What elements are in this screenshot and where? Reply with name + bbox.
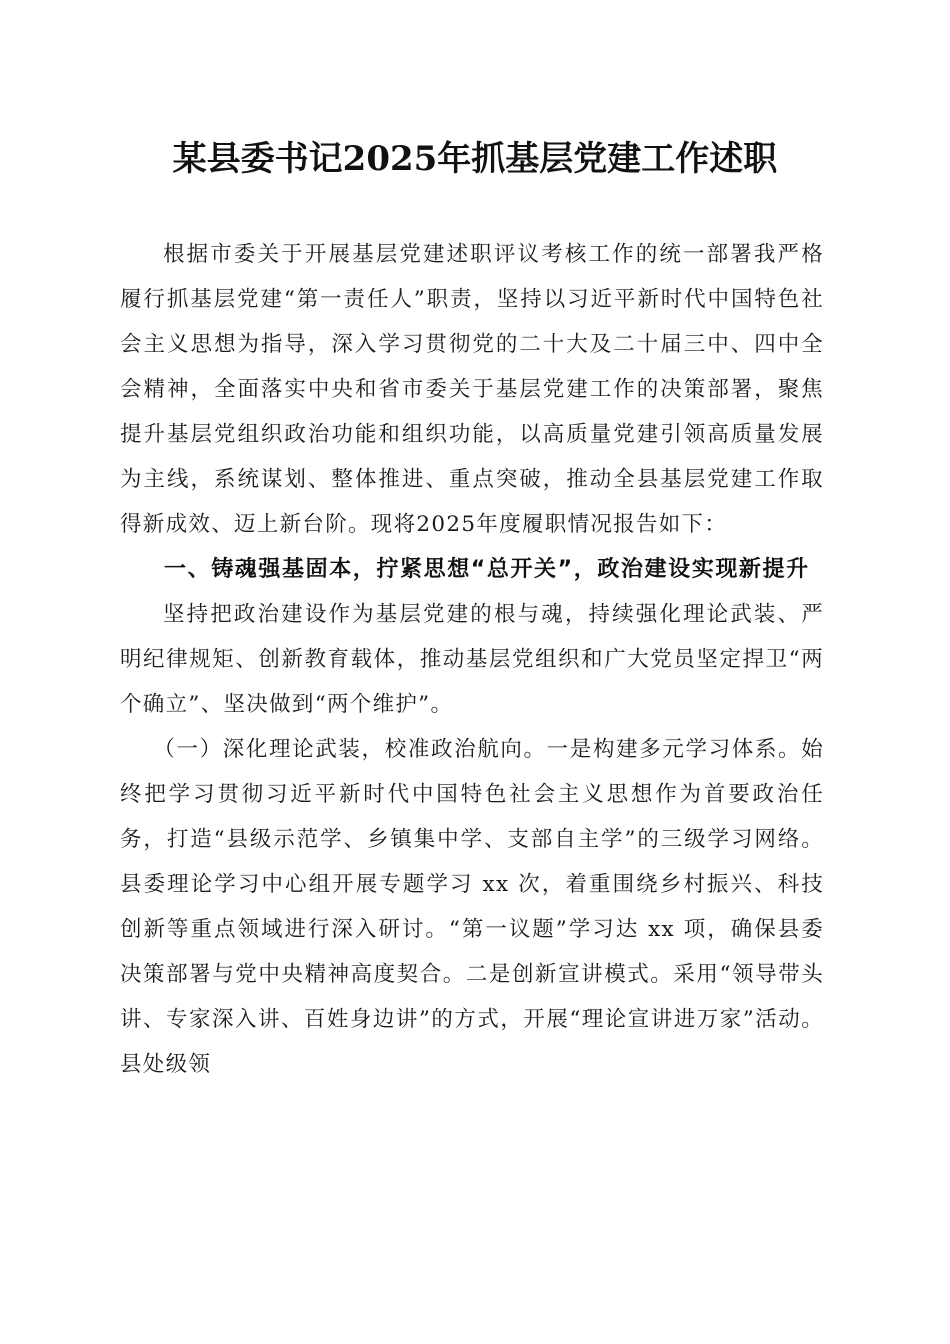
document-title: 某县委书记2025年抓基层党建工作述职	[172, 139, 778, 179]
document-body	[120, 232, 824, 1087]
section-1-heading: 一、铸魂强基固本，拧紧思想“总开关”，政治建设实现新提升	[164, 557, 810, 582]
intro-paragraph: 根据市委关于开展基层党建述职评议考核工作的统一部署我严格履行抓基层党建“第一责任人”职责，坚持以习近平新时代中国特色社会主义思想为指导，深入学习贯彻党的二十大及二十届三中、四中全会精神，全面落实中央和省市委关于基层党建工作的决策部署，聚焦提升基层党组织政治功能和组织功能，以高质量党建引领高质量发展为主线，系统谋划、整体推进、重点突破，推动全县基层党建工作取得新成效、迈上新台阶。现将2025年度履职情况报告如下：	[120, 242, 824, 537]
section-1-item-1: （一）深化理论武装，校准政治航向。一是构建多元学习体系。始终把学习贯彻习近平新时代中国特色社会主义思想作为首要政治任务，打造“县级示范学、乡镇集中学、支部自主学”的三级学习网络。县委理论学习中心组开展专题学习 xx 次，着重围绕乡村振兴、科技创新等重点领域进行深入研讨。“第一议题”学习达 xx 项，确保县委决策部署与党中央精神高度契合。二是创新宣讲模式。采用“领导带头讲、专家深入讲、百姓身边讲”的方式，开展“理论宣讲进万家”活动。县处级领	[120, 737, 824, 1077]
section-1-summary: 坚持把政治建设作为基层党建的根与魂，持续强化理论武装、严明纪律规矩、创新教育载体，推动基层党组织和广大党员坚定捍卫“两个确立”、坚决做到“两个维护”。	[120, 602, 824, 717]
